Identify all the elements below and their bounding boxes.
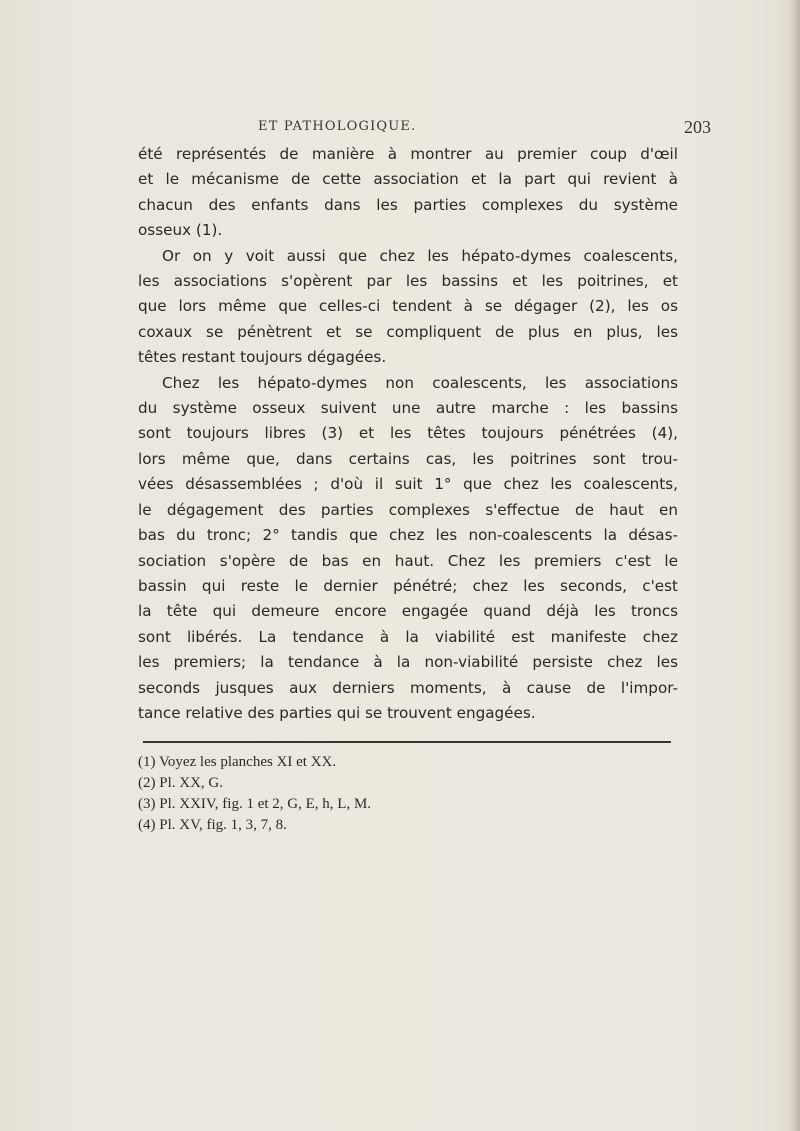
- paragraph: [138, 371, 678, 727]
- running-head: ET PATHOLOGIQUE.: [258, 119, 417, 134]
- text-line: Chez les hépato-dymes non coalescents, les associations: [162, 373, 678, 392]
- text-line: têtes restant toujours dégagées.: [138, 348, 387, 367]
- text-line: que lors même que celles-ci tendent à se dégager (2), les os: [138, 297, 678, 316]
- text-line: seconds jusques aux derniers moments, à cause de l'impor-: [138, 678, 678, 697]
- page-header: [0, 117, 800, 141]
- page-edge-shadow: [790, 0, 800, 1131]
- text-line: du système osseux suivent une autre marche : les bassins: [138, 399, 678, 418]
- paragraph: [138, 244, 678, 371]
- text-line: Or on y voit aussi que chez les hépato-dymes coalescents,: [162, 246, 678, 265]
- text-line: les premiers; la tendance à la non-viabilité persiste chez les: [138, 653, 678, 672]
- text-line: chacun des enfants dans les parties complexes du système: [138, 195, 678, 214]
- footnote: (4) Pl. XV, fig. 1, 3, 7, 8.: [138, 817, 287, 833]
- paragraph: [138, 142, 678, 244]
- text-line: tance relative des parties qui se trouvent engagées.: [138, 703, 536, 722]
- text-line: coxaux se pénètrent et se compliquent de plus en plus, les: [138, 322, 678, 341]
- text-line: sont toujours libres (3) et les têtes toujours pénétrées (4),: [138, 424, 678, 443]
- footnote: (2) Pl. XX, G.: [138, 775, 223, 791]
- text-line: osseux (1).: [138, 221, 223, 240]
- footnotes: [138, 752, 678, 836]
- text-line: sont libérés. La tendance à la viabilité est manifeste chez: [138, 627, 678, 646]
- page-number: 203: [684, 117, 711, 137]
- footnote-rule: [143, 741, 671, 743]
- footnote: (3) Pl. XXIV, fig. 1 et 2, G, E, h, L, M.: [138, 796, 372, 812]
- text-line: sociation s'opère de bas en haut. Chez les premiers c'est le: [138, 551, 678, 570]
- text-line: lors même que, dans certains cas, les poitrines sont trou-: [138, 449, 678, 468]
- text-line: vées désassemblées ; d'où il suit 1° que chez les coalescents,: [138, 475, 678, 494]
- footnote: (1) Voyez les planches XI et XX.: [138, 754, 337, 770]
- text-line: bas du tronc; 2° tandis que chez les non-coalescents la désas-: [138, 526, 678, 545]
- text-line: la tête qui demeure encore engagée quand déjà les troncs: [138, 602, 678, 621]
- text-line: les associations s'opèrent par les bassins et les poitrines, et: [138, 272, 678, 291]
- text-line: et le mécanisme de cette association et la part qui revient à: [138, 170, 678, 189]
- text-line: été représentés de manière à montrer au premier coup d'œil: [138, 145, 678, 163]
- body-text: [138, 142, 678, 726]
- text-line: le dégagement des parties complexes s'effectue de haut en: [138, 500, 678, 519]
- text-line: bassin qui reste le dernier pénétré; chez les seconds, c'est: [138, 576, 678, 595]
